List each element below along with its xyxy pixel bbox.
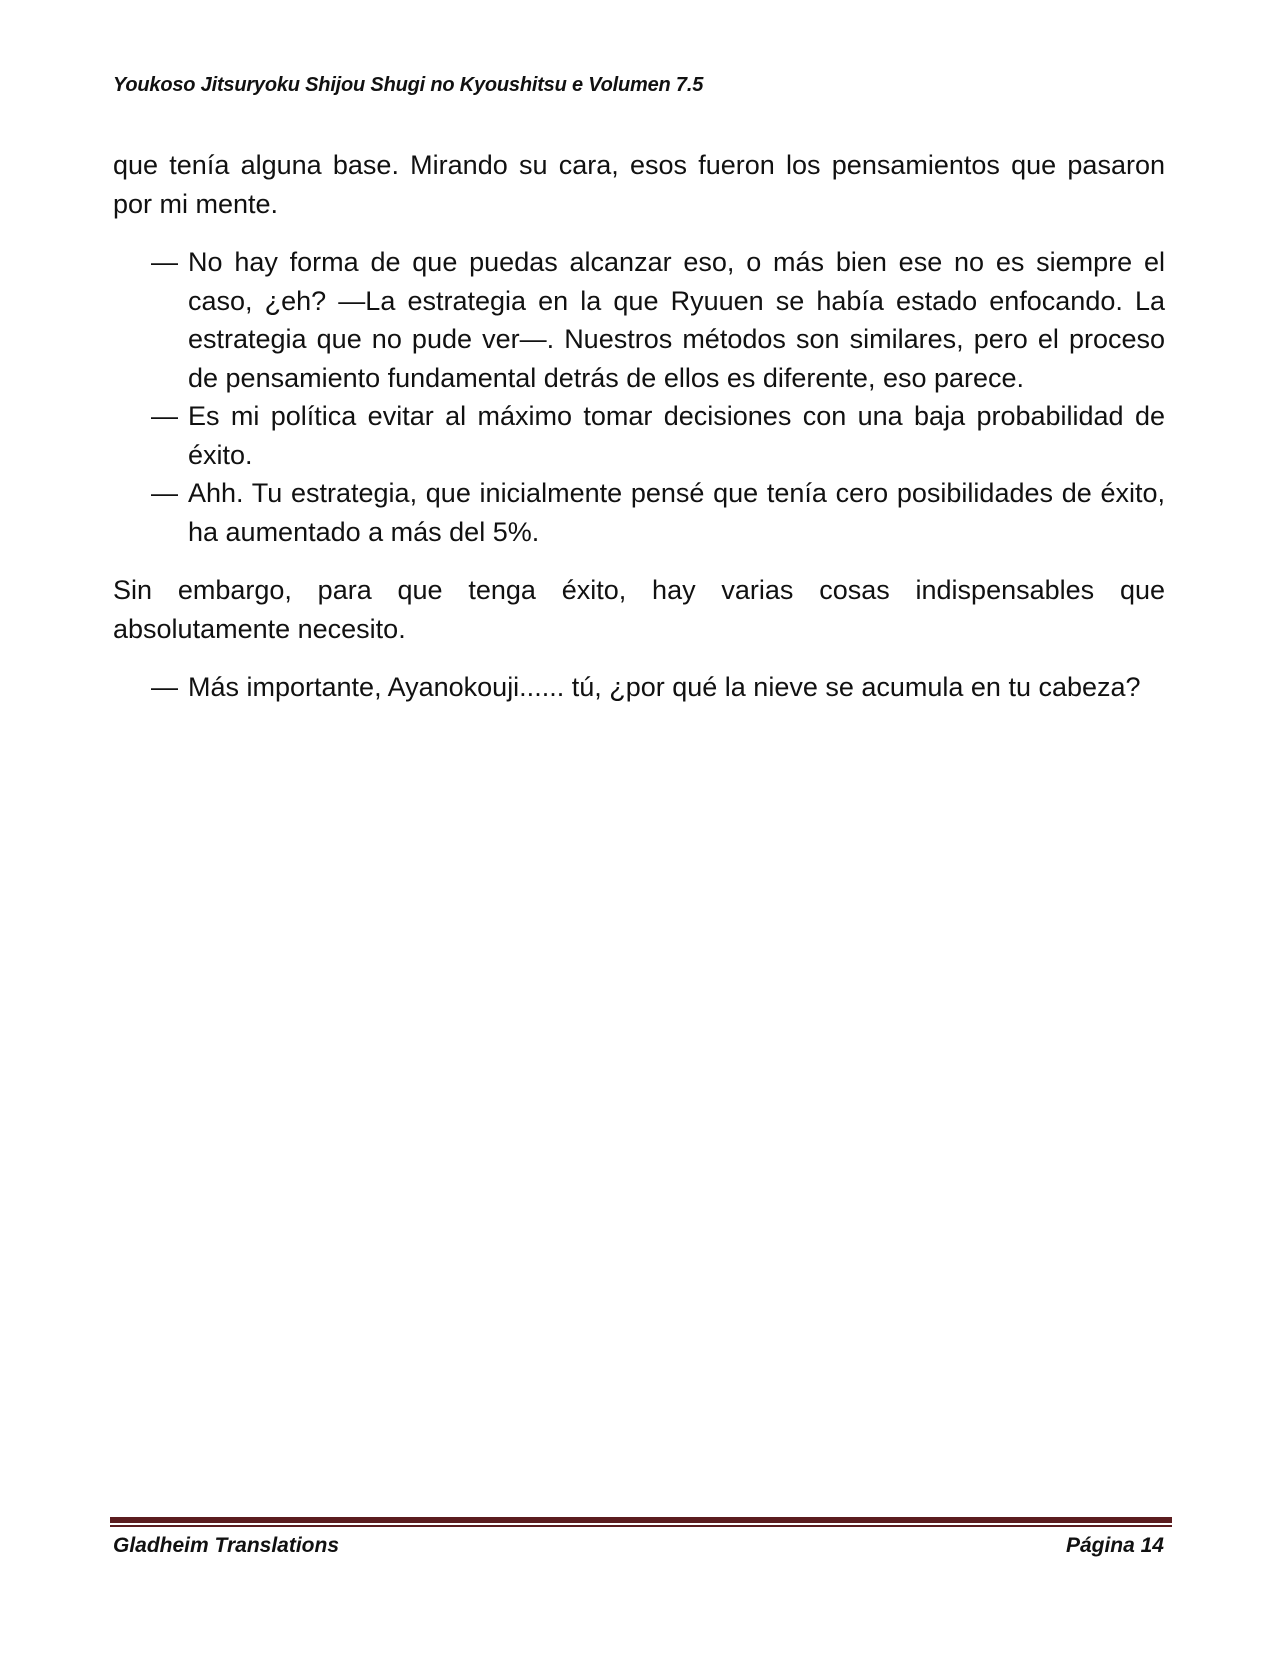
dialogue-text: Ahh. Tu estrategia, que inicialmente pensé que tenía cero posibilidades de éxito, ha aumentado a más del 5%. (188, 478, 1165, 547)
dialogue-dash: — (151, 478, 178, 508)
page-content (113, 146, 1165, 727)
dialogue-line (113, 668, 1165, 707)
dialogue-group (113, 243, 1165, 551)
page-number: Página 14 (1065, 1534, 1164, 1557)
dialogue-line (113, 397, 1165, 474)
dialogue-dash: — (151, 247, 178, 277)
dialogue-dash: — (151, 401, 178, 431)
dialogue-line (113, 243, 1165, 397)
paragraph: que tenía alguna base. Mirando su cara, esos fueron los pensamientos que pasaron por mi mente. (113, 150, 1165, 219)
dialogue-group (113, 668, 1165, 707)
dialogue-text: No hay forma de que puedas alcanzar eso, o más bien ese no es siempre el caso, ¿eh? —La estrategia en la que Ryuuen se había estado enfocando. La estrategia que no pude ver—. Nuestros métodos son similares, pero el proceso de pensamiento fundamental detrás de ellos es diferente, eso parece. (188, 247, 1165, 393)
dialogue-text: Es mi política evitar al máximo tomar decisiones con una baja probabilidad de éxito. (188, 401, 1165, 470)
footer-rule (110, 1517, 1172, 1523)
dialogue-text: Más importante, Ayanokouji...... tú, ¿por qué la nieve se acumula en tu cabeza? (188, 672, 1141, 702)
dialogue-dash: — (151, 672, 178, 702)
running-header-title: Youkoso Jitsuryoku Shijou Shugi no Kyoushitsu e Volumen 7.5 (113, 74, 704, 96)
footer-rule-thin (110, 1525, 1172, 1527)
paragraph: Sin embargo, para que tenga éxito, hay varias cosas indispensables que absolutamente necesito. (113, 575, 1165, 644)
footer-credit: Gladheim Translations (113, 1534, 340, 1557)
dialogue-line (113, 474, 1165, 551)
